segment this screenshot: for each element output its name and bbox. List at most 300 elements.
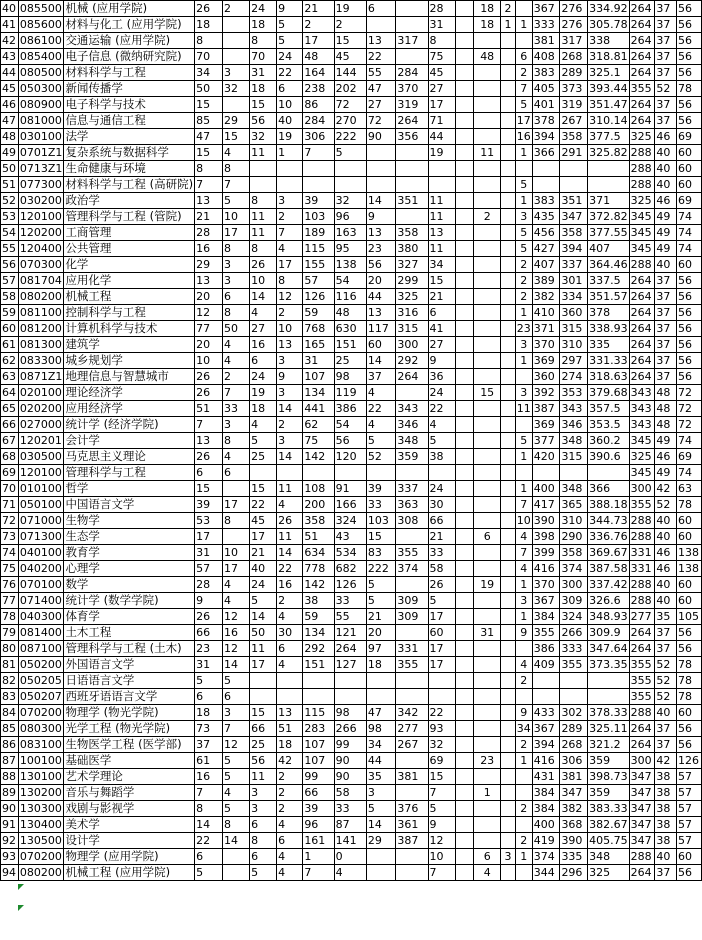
green-cell-marker-icon bbox=[18, 905, 24, 911]
cell-value: 407 bbox=[532, 257, 560, 273]
cell-value: 1 bbox=[501, 17, 516, 33]
program-code: 120400 bbox=[18, 241, 64, 257]
cell-value: 288 bbox=[629, 593, 655, 609]
cell-value: 14 bbox=[250, 609, 277, 625]
cell-value: 370 bbox=[532, 337, 560, 353]
cell-value: 26 bbox=[195, 369, 223, 385]
row-number: 90 bbox=[1, 801, 19, 817]
cell-value: 10 bbox=[223, 209, 250, 225]
cell-value: 56 bbox=[676, 65, 701, 81]
cell-value: 90 bbox=[334, 769, 366, 785]
cell-value: 351.47 bbox=[589, 98, 628, 111]
cell-value: 398 bbox=[532, 529, 560, 545]
cell-value bbox=[501, 161, 516, 177]
cell-value: 325.1 bbox=[588, 65, 630, 81]
cell-value: 27 bbox=[428, 81, 455, 97]
cell-value: 53 bbox=[195, 513, 223, 529]
cell-value: 264 bbox=[629, 321, 655, 337]
program-code: 070300 bbox=[18, 257, 64, 273]
row-number: 78 bbox=[1, 609, 19, 625]
cell-value: 289 bbox=[560, 721, 588, 737]
cell-value: 107 bbox=[303, 369, 334, 385]
cell-value: 534 bbox=[334, 545, 366, 561]
row-number: 54 bbox=[1, 225, 19, 241]
cell-value: 6 bbox=[195, 849, 223, 865]
program-name: 戏剧与影视学 bbox=[64, 801, 195, 817]
cell-value bbox=[474, 241, 501, 257]
cell-value: 21 bbox=[366, 609, 395, 625]
program-name: 统计学 (经济学院) bbox=[64, 417, 195, 433]
cell-value bbox=[501, 641, 516, 657]
cell-value: 55 bbox=[334, 609, 366, 625]
cell-value: 26 bbox=[195, 609, 223, 625]
cell-value: 7 bbox=[428, 865, 455, 881]
cell-value: 2 bbox=[515, 257, 532, 273]
cell-value: 325 bbox=[396, 289, 428, 305]
cell-value bbox=[455, 625, 474, 641]
cell-value: 6 bbox=[223, 465, 250, 481]
cell-value: 83 bbox=[366, 545, 395, 561]
program-name: 建筑学 bbox=[64, 337, 195, 353]
cell-value: 337 bbox=[396, 481, 428, 497]
cell-value: 4 bbox=[366, 385, 395, 401]
cell-value bbox=[455, 689, 474, 705]
cell-value: 355 bbox=[629, 673, 655, 689]
cell-value: 28 bbox=[195, 225, 223, 241]
program-code: 0713Z1 bbox=[19, 162, 63, 175]
cell-value: 435 bbox=[532, 209, 560, 225]
cell-value: 374 bbox=[532, 849, 560, 865]
table-row bbox=[1, 17, 702, 33]
cell-value: 22 bbox=[366, 401, 395, 417]
cell-value: 416 bbox=[532, 561, 560, 577]
cell-value: 40 bbox=[655, 529, 677, 545]
cell-value: 69 bbox=[428, 753, 455, 769]
cell-value: 399 bbox=[532, 545, 560, 561]
cell-value: 398.73 bbox=[589, 770, 628, 783]
cell-value: 337 bbox=[560, 257, 588, 273]
cell-value: 358 bbox=[396, 225, 428, 241]
cell-value: 40 bbox=[277, 113, 303, 129]
cell-value: 264 bbox=[629, 641, 655, 657]
cell-value: 381 bbox=[560, 769, 588, 785]
cell-value bbox=[501, 193, 516, 209]
cell-value: 264 bbox=[629, 721, 655, 737]
program-code: 070100 bbox=[18, 577, 64, 593]
cell-value: 11 bbox=[277, 529, 303, 545]
cell-value: 138 bbox=[676, 561, 701, 577]
cell-value bbox=[455, 401, 474, 417]
program-code: 030500 bbox=[18, 449, 64, 465]
row-number: 50 bbox=[1, 161, 19, 177]
cell-value: 50 bbox=[223, 321, 250, 337]
program-name: 统计学 (数学学院) bbox=[64, 593, 195, 609]
cell-value: 69 bbox=[676, 129, 701, 145]
row-number: 55 bbox=[1, 241, 19, 257]
cell-value: 4 bbox=[277, 497, 303, 513]
cell-value: 60 bbox=[676, 257, 701, 273]
cell-value: 309.9 bbox=[588, 625, 630, 641]
cell-value bbox=[588, 689, 630, 705]
cell-value bbox=[455, 513, 474, 529]
program-code: 020200 bbox=[18, 401, 64, 417]
cell-value: 115 bbox=[303, 241, 334, 257]
program-name: 体育学 bbox=[64, 609, 195, 625]
cell-value: 337.42 bbox=[589, 578, 628, 591]
cell-value: 4 bbox=[250, 417, 277, 433]
program-code: 130200 bbox=[18, 785, 64, 801]
cell-value: 5 bbox=[366, 577, 395, 593]
cell-value: 17 bbox=[250, 529, 277, 545]
row-number: 89 bbox=[1, 785, 19, 801]
cell-value: 30 bbox=[277, 625, 303, 641]
cell-value: 56 bbox=[676, 865, 701, 881]
cell-value: 347 bbox=[629, 817, 655, 833]
cell-value bbox=[560, 161, 588, 177]
cell-value: 360 bbox=[560, 305, 588, 321]
cell-value: 3 bbox=[515, 593, 532, 609]
cell-value: 56 bbox=[676, 721, 701, 737]
cell-value: 0 bbox=[334, 849, 366, 865]
cell-value: 52 bbox=[655, 673, 677, 689]
row-number: 63 bbox=[1, 369, 19, 385]
cell-value: 416 bbox=[532, 753, 560, 769]
cell-value: 2 bbox=[277, 769, 303, 785]
cell-value bbox=[455, 145, 474, 161]
program-code: 071400 bbox=[18, 593, 64, 609]
row-number: 81 bbox=[1, 657, 19, 673]
cell-value: 6 bbox=[250, 817, 277, 833]
cell-value: 11 bbox=[250, 641, 277, 657]
cell-value: 99 bbox=[334, 737, 366, 753]
cell-value: 5 bbox=[223, 801, 250, 817]
cell-value bbox=[515, 641, 532, 657]
cell-value: 8 bbox=[195, 161, 223, 177]
cell-value: 288 bbox=[629, 849, 655, 865]
cell-value bbox=[366, 177, 395, 193]
cell-value: 4 bbox=[277, 609, 303, 625]
program-name: 应用经济学 bbox=[64, 401, 195, 417]
row-number: 71 bbox=[1, 497, 19, 513]
cell-value: 9 bbox=[195, 593, 223, 609]
cell-value: 346 bbox=[396, 417, 428, 433]
program-name: 电子信息 (微纳研究院) bbox=[64, 49, 195, 65]
cell-value: 151 bbox=[334, 337, 366, 353]
cell-value: 37 bbox=[655, 289, 677, 305]
cell-value bbox=[455, 497, 474, 513]
cell-value: 358 bbox=[560, 129, 588, 145]
cell-value: 19 bbox=[250, 385, 277, 401]
table-row bbox=[1, 1, 702, 17]
program-name: 交通运输 (应用学院) bbox=[64, 33, 195, 49]
cell-value: 373.35 bbox=[589, 658, 628, 671]
cell-value: 358 bbox=[303, 513, 334, 529]
cell-value bbox=[501, 321, 516, 337]
cell-value: 264 bbox=[629, 369, 655, 385]
cell-value bbox=[455, 753, 474, 769]
cell-value: 319 bbox=[560, 97, 588, 113]
cell-value: 21 bbox=[250, 545, 277, 561]
cell-value: 338.93 bbox=[589, 322, 628, 335]
cell-value: 22 bbox=[428, 401, 455, 417]
cell-value: 13 bbox=[366, 305, 395, 321]
cell-value: 60 bbox=[366, 337, 395, 353]
cell-value: 25 bbox=[250, 737, 277, 753]
table-row bbox=[1, 449, 702, 465]
cell-value: 17 bbox=[223, 561, 250, 577]
cell-value: 40 bbox=[655, 513, 677, 529]
cell-value bbox=[501, 817, 516, 833]
cell-value: 69 bbox=[676, 193, 701, 209]
cell-value: 325 bbox=[588, 865, 630, 881]
cell-value: 39 bbox=[303, 193, 334, 209]
cell-value: 7 bbox=[195, 785, 223, 801]
cell-value: 290 bbox=[560, 529, 588, 545]
cell-value: 8 bbox=[250, 193, 277, 209]
cell-value: 17 bbox=[195, 529, 223, 545]
table-row bbox=[1, 785, 702, 801]
cell-value: 357.5 bbox=[588, 401, 630, 417]
cell-value: 56 bbox=[676, 17, 701, 33]
cell-value: 60 bbox=[676, 161, 701, 177]
cell-value bbox=[474, 193, 501, 209]
cell-value bbox=[366, 849, 395, 865]
cell-value: 14 bbox=[277, 401, 303, 417]
cell-value: 48 bbox=[474, 49, 501, 65]
cell-value: 74 bbox=[676, 209, 701, 225]
cell-value: 138 bbox=[676, 545, 701, 561]
cell-value: 288 bbox=[629, 513, 655, 529]
cell-value bbox=[501, 705, 516, 721]
row-number: 40 bbox=[1, 1, 19, 17]
cell-value: 2 bbox=[515, 65, 532, 81]
row-number: 56 bbox=[1, 257, 19, 273]
cell-value: 11 bbox=[428, 193, 455, 209]
cell-value bbox=[303, 689, 334, 705]
cell-value bbox=[455, 801, 474, 817]
cell-value: 5 bbox=[366, 433, 395, 449]
cell-value bbox=[501, 545, 516, 561]
cell-value: 309 bbox=[396, 593, 428, 609]
cell-value: 12 bbox=[223, 737, 250, 753]
cell-value: 91 bbox=[334, 481, 366, 497]
cell-value: 306 bbox=[303, 129, 334, 145]
cell-value: 37 bbox=[655, 273, 677, 289]
cell-value: 300 bbox=[560, 577, 588, 593]
cell-value bbox=[455, 609, 474, 625]
cell-value bbox=[223, 17, 250, 33]
cell-value: 15 bbox=[366, 529, 395, 545]
cell-value bbox=[474, 801, 501, 817]
cell-value: 222 bbox=[334, 129, 366, 145]
cell-value: 8 bbox=[223, 513, 250, 529]
cell-value bbox=[532, 673, 560, 689]
row-number: 58 bbox=[1, 289, 19, 305]
cell-value: 42 bbox=[655, 481, 677, 497]
cell-value: 56 bbox=[676, 369, 701, 385]
cell-value: 49 bbox=[655, 209, 677, 225]
cell-value bbox=[474, 657, 501, 673]
cell-value bbox=[396, 529, 428, 545]
cell-value: 12 bbox=[223, 641, 250, 657]
cell-value bbox=[501, 753, 516, 769]
cell-value: 333 bbox=[532, 17, 560, 33]
table-row bbox=[1, 209, 702, 225]
cell-value: 44 bbox=[366, 753, 395, 769]
cell-value: 69 bbox=[676, 449, 701, 465]
cell-value: 4 bbox=[277, 241, 303, 257]
cell-value bbox=[560, 673, 588, 689]
cell-value: 381 bbox=[532, 33, 560, 49]
cell-value: 2 bbox=[515, 801, 532, 817]
cell-value: 377.55 bbox=[589, 226, 628, 239]
cell-value bbox=[455, 657, 474, 673]
cell-value: 264 bbox=[629, 273, 655, 289]
program-code: 085600 bbox=[18, 17, 64, 33]
cell-value: 7 bbox=[223, 385, 250, 401]
cell-value: 3 bbox=[515, 337, 532, 353]
row-number: 87 bbox=[1, 753, 19, 769]
cell-value: 15 bbox=[195, 145, 223, 161]
cell-value bbox=[532, 177, 560, 193]
cell-value bbox=[455, 865, 474, 881]
cell-value: 11 bbox=[516, 402, 531, 415]
cell-value: 355 bbox=[560, 657, 588, 673]
cell-value: 347 bbox=[560, 785, 588, 801]
cell-value: 40 bbox=[655, 177, 677, 193]
cell-value: 15 bbox=[250, 705, 277, 721]
cell-value bbox=[501, 433, 516, 449]
cell-value: 318.81 bbox=[589, 50, 628, 63]
cell-value: 31 bbox=[195, 657, 223, 673]
row-number: 75 bbox=[1, 561, 19, 577]
cell-value: 40 bbox=[655, 257, 677, 273]
cell-value: 344.73 bbox=[589, 514, 628, 527]
cell-value: 324 bbox=[334, 513, 366, 529]
cell-value: 367 bbox=[532, 1, 560, 17]
cell-value: 8 bbox=[195, 801, 223, 817]
cell-value: 189 bbox=[303, 225, 334, 241]
cell-value: 29 bbox=[366, 833, 395, 849]
cell-value: 1 bbox=[515, 193, 532, 209]
row-number: 51 bbox=[1, 177, 19, 193]
cell-value: 296 bbox=[560, 865, 588, 881]
program-code: 081100 bbox=[18, 305, 64, 321]
cell-value: 2 bbox=[501, 1, 516, 17]
cell-value bbox=[501, 561, 516, 577]
cell-value: 369 bbox=[532, 417, 560, 433]
row-number: 73 bbox=[1, 529, 19, 545]
cell-value: 51 bbox=[303, 529, 334, 545]
row-number: 86 bbox=[1, 737, 19, 753]
cell-value: 121 bbox=[334, 625, 366, 641]
cell-value: 377.5 bbox=[588, 129, 630, 145]
cell-value bbox=[455, 769, 474, 785]
cell-value bbox=[474, 561, 501, 577]
cell-value bbox=[455, 65, 474, 81]
row-number: 79 bbox=[1, 625, 19, 641]
cell-value bbox=[501, 689, 516, 705]
cell-value: 116 bbox=[334, 289, 366, 305]
cell-value: 31 bbox=[428, 17, 455, 33]
table-row bbox=[1, 465, 702, 481]
cell-value bbox=[515, 33, 532, 49]
cell-value: 37 bbox=[655, 865, 677, 881]
row-number: 66 bbox=[1, 417, 19, 433]
program-name: 马克思主义理论 bbox=[64, 449, 195, 465]
program-code: 070200 bbox=[18, 705, 64, 721]
cell-value: 37 bbox=[366, 369, 395, 385]
cell-value: 14 bbox=[195, 817, 223, 833]
cell-value: 1 bbox=[474, 785, 501, 801]
cell-value: 17 bbox=[428, 641, 455, 657]
cell-value: 8 bbox=[250, 33, 277, 49]
cell-value: 49 bbox=[655, 241, 677, 257]
cell-value: 381 bbox=[396, 769, 428, 785]
cell-value bbox=[455, 545, 474, 561]
program-name: 艺术学理论 bbox=[64, 769, 195, 785]
cell-value: 24 bbox=[250, 1, 277, 17]
cell-value bbox=[250, 177, 277, 193]
table-row bbox=[1, 289, 702, 305]
cell-value: 315 bbox=[396, 321, 428, 337]
cell-value bbox=[501, 81, 516, 97]
cell-value: 40 bbox=[655, 161, 677, 177]
cell-value: 21 bbox=[303, 1, 334, 17]
cell-value: 37 bbox=[655, 1, 677, 17]
cell-value: 222 bbox=[366, 561, 395, 577]
cell-value bbox=[501, 385, 516, 401]
cell-value: 142 bbox=[303, 449, 334, 465]
cell-value: 50 bbox=[250, 625, 277, 641]
cell-value bbox=[515, 689, 532, 705]
table-row bbox=[1, 561, 702, 577]
cell-value: 16 bbox=[277, 577, 303, 593]
row-number: 82 bbox=[1, 673, 19, 689]
program-code: 130300 bbox=[18, 801, 64, 817]
program-name: 管理科学与工程 bbox=[64, 465, 195, 481]
cell-value: 45 bbox=[428, 65, 455, 81]
cell-value bbox=[455, 449, 474, 465]
cell-value: 56 bbox=[250, 753, 277, 769]
cell-value: 86 bbox=[303, 97, 334, 113]
cell-value: 305.78 bbox=[589, 18, 628, 31]
cell-value: 347 bbox=[629, 769, 655, 785]
cell-value: 4 bbox=[223, 593, 250, 609]
cell-value bbox=[474, 721, 501, 737]
cell-value: 33 bbox=[428, 545, 455, 561]
cell-value: 15 bbox=[195, 481, 223, 497]
cell-value: 420 bbox=[532, 449, 560, 465]
cell-value: 20 bbox=[195, 289, 223, 305]
table-body bbox=[1, 1, 702, 881]
cell-value: 778 bbox=[303, 561, 334, 577]
cell-value: 7 bbox=[515, 81, 532, 97]
cell-value: 75 bbox=[303, 433, 334, 449]
cell-value: 56 bbox=[676, 1, 701, 17]
cell-value bbox=[455, 593, 474, 609]
cell-value: 56 bbox=[334, 433, 366, 449]
cell-value bbox=[474, 449, 501, 465]
cell-value: 238 bbox=[303, 81, 334, 97]
cell-value: 407 bbox=[588, 241, 630, 257]
program-name: 中国语言文学 bbox=[64, 497, 195, 513]
cell-value: 4 bbox=[277, 657, 303, 673]
cell-value bbox=[501, 177, 516, 193]
cell-value: 768 bbox=[303, 321, 334, 337]
row-number: 84 bbox=[1, 705, 19, 721]
cell-value: 382 bbox=[532, 289, 560, 305]
